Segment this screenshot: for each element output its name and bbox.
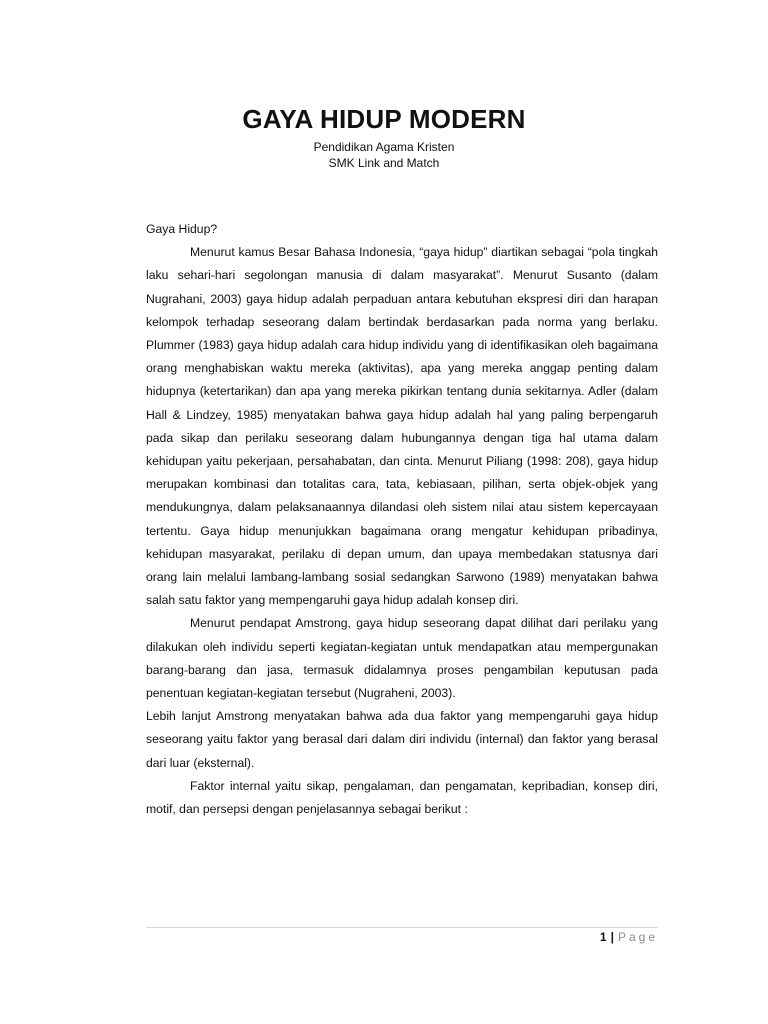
footer-divider [146, 927, 658, 928]
paragraph-3: Lebih lanjut Amstrong menyatakan bahwa ada dua faktor yang mempengaruhi gaya hidup seseorang yaitu faktor yang berasal dari dalam diri individu (internal) dan faktor yang berasal dari luar (eksternal). [146, 709, 658, 770]
page-separator: | [610, 930, 614, 944]
page-footer [146, 930, 658, 944]
paragraph-2: Menurut pendapat Amstrong, gaya hidup seseorang dapat dilihat dari perilaku yang dilakukan oleh individu seperti kegiatan-kegiatan untuk mendapatkan atau mempergunakan barang-barang dan jasa, termasuk didalamnya proses pengambilan keputusan pada penentuan kegiatan-kegiatan tersebut (Nugraheni, 2003). [146, 616, 658, 701]
document-title: GAYA HIDUP MODERN [242, 104, 526, 134]
paragraph-1: Menurut kamus Besar Bahasa Indonesia, “gaya hidup” diartikan sebagai “pola tingkah laku sehari-hari segolongan manusia di dalam masyarakat”. Menurut Susanto (dalam Nugrahani, 2003) gaya hidup adalah perpaduan antara kebutuhan ekspresi diri dan harapan kelompok terhadap seseorang dalam bertindak berdasarkan pada norma yang berlaku. Plummer (1983) gaya hidup adalah cara hidup individu yang di identifikasikan oleh bagaimana orang menghabiskan waktu mereka (aktivitas), apa yang mereka anggap penting dalam hidupnya (ketertarikan) dan apa yang mereka pikirkan tentang dunia sekitarnya. Adler (dalam Hall & Lindzey, 1985) menyatakan bahwa gaya hidup adalah hal yang paling berpengaruh pada sikap dan perilaku seseorang dalam hubungannya dengan tiga hal utama dalam kehidupan yaitu pekerjaan, persahabatan, dan cinta. Menurut Piliang (1998: 208), gaya hidup merupakan kombinasi dan totalitas cara, tata, kebiasaan, pilihan, serta objek-objek yang mendukungnya, dalam pelaksanaannya dilandasi oleh sistem nilai atau sistem kepercayaan tertentu. Gaya hidup menunjukkan bagaimana orang mengatur kehidupan pribadinya, kehidupan masyarakat, perilaku di depan umum, dan upaya membedakan statusnya dari orang lain melalui lambang-lambang sosial sedangkan Sarwono (1989) menyatakan bahwa salah satu faktor yang mempengaruhi gaya hidup adalah konsep diri. [146, 245, 658, 608]
page-label: Page [617, 930, 658, 944]
subtitle-subject: Pendidikan Agama Kristen [313, 140, 455, 154]
subtitle-school: SMK Link and Match [328, 156, 440, 170]
section-heading: Gaya Hidup? [146, 222, 218, 236]
body-text [146, 218, 658, 821]
paragraph-4: Faktor internal yaitu sikap, pengalaman, dan pengamatan, kepribadian, konsep diri, motif, dan persepsi dengan penjelasannya sebagai berikut : [146, 778, 658, 817]
page-number: 1 [599, 930, 607, 944]
